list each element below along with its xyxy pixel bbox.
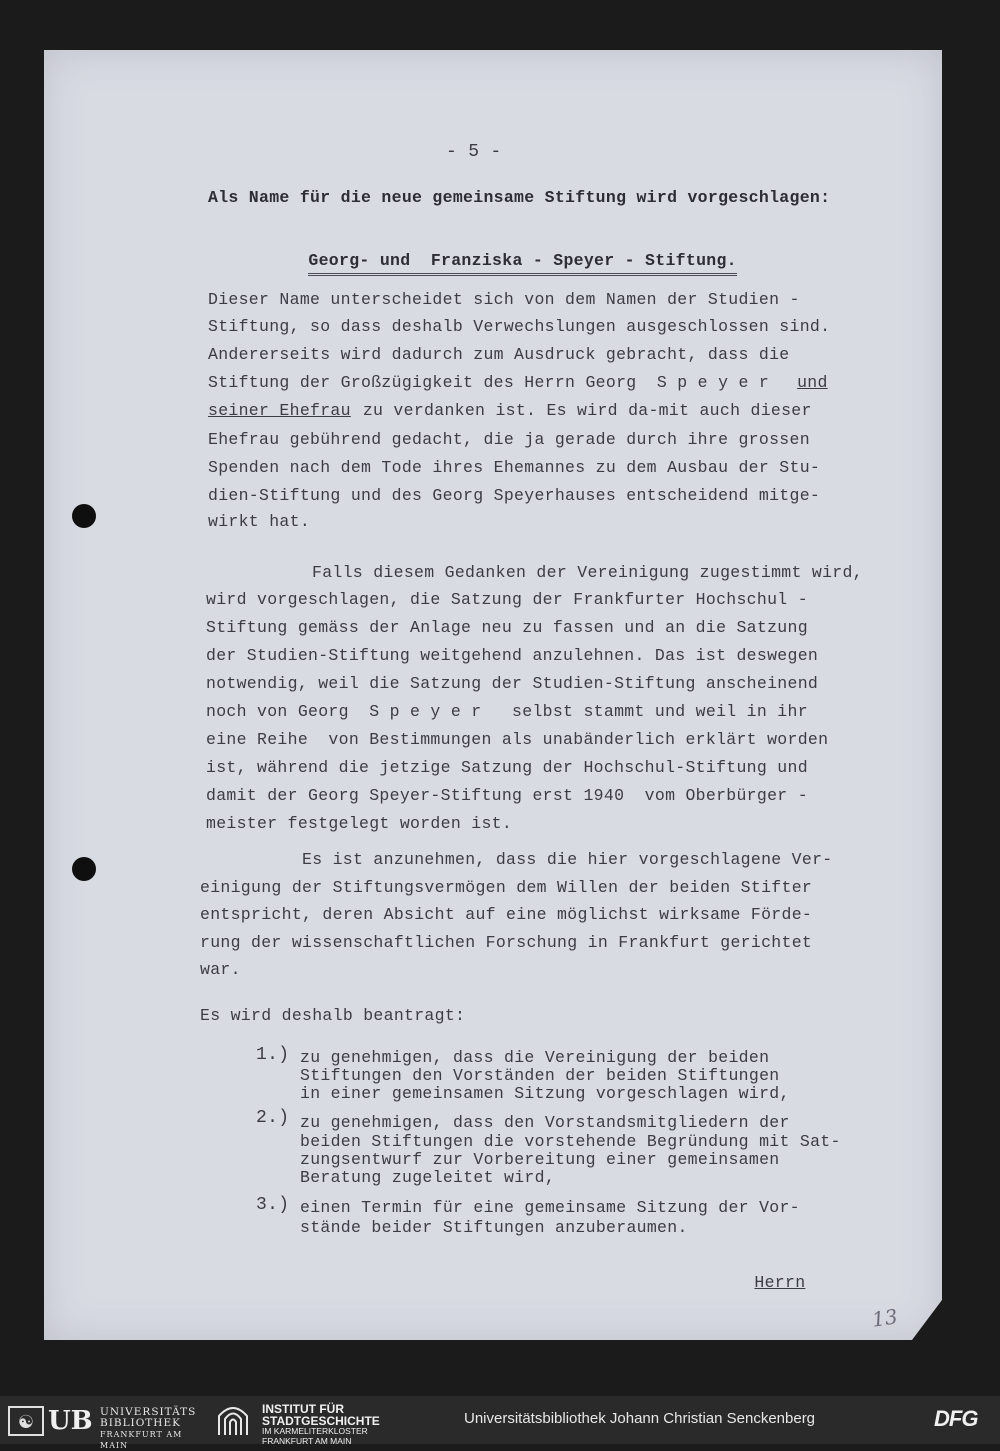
arch-icon: [216, 1404, 250, 1436]
motion-3-line-1: einen Termin für eine gemeinsame Sitzung der Vor-: [300, 1198, 800, 1217]
paragraph-2-line-9: damit der Georg Speyer-Stiftung erst 1940 vom Oberbürger -: [206, 786, 808, 805]
paragraph-3-line-3: entspricht, deren Absicht auf eine möglichst wirksame Förde-: [200, 905, 813, 924]
ub-name-line-1: UNIVERSITÄTS: [100, 1406, 197, 1418]
paper-corner: [912, 1300, 942, 1340]
paragraph-2-line-1: Falls diesem Gedanken der Vereinigung zugestimmt wird,: [312, 563, 863, 582]
paragraph-3-line-1: Es ist anzunehmen, dass die hier vorgeschlagene Ver-: [302, 850, 833, 869]
paragraph-2-line-5: notwendig, weil die Satzung der Studien-Stiftung anscheinend: [206, 674, 819, 693]
isg-name-line-3: IM KARMELITERKLOSTER: [262, 1426, 368, 1436]
motion-1-line-2: Stiftungen den Vorständen der beiden Stiftungen: [300, 1066, 780, 1085]
paragraph-1-line-5-text: zu verdanken ist. Es wird da-mit auch dieser: [362, 401, 812, 420]
underlined-seiner-ehefrau: seiner Ehefrau: [208, 401, 351, 420]
dfg-logo[interactable]: DFG: [934, 1406, 978, 1431]
handwritten-folio-number: 13: [870, 1304, 899, 1332]
footer-bar: [0, 1396, 1000, 1450]
catchword-text: Herrn: [754, 1272, 806, 1292]
paragraph-2-line-8: ist, während die jetzige Satzung der Hochschul-Stiftung und: [206, 758, 808, 777]
motion-2-line-2: beiden Stiftungen die vorstehende Begründung mit Sat-: [300, 1132, 841, 1151]
paragraph-1-line-4: [208, 375, 828, 392]
paragraph-2-line-2: wird vorgeschlagen, die Satzung der Frankfurter Hochschul -: [206, 590, 808, 609]
proposal-intro: Als Name für die neue gemeinsame Stiftung wird vorgeschlagen:: [208, 188, 831, 207]
punch-hole-top: [72, 504, 96, 528]
paragraph-3-line-5: war.: [200, 960, 241, 979]
punch-hole-bottom: [72, 857, 96, 881]
paragraph-1-line-7: Spenden nach dem Tode ihres Ehemannes zu dem Ausbau der Stu-: [208, 458, 821, 477]
motion-3-line-2: stände beider Stiftungen anzuberaumen.: [300, 1218, 688, 1237]
isg-name-line-2: STADTGESCHICHTE: [262, 1414, 380, 1428]
ub-abbreviation: UB: [48, 1406, 93, 1436]
isg-name: [262, 1403, 380, 1446]
motion-2-line-4: Beratung zugeleitet wird,: [300, 1168, 556, 1187]
paragraph-1-line-9: wirkt hat.: [208, 512, 311, 531]
motion-1-number: 1.): [256, 1045, 290, 1065]
page-number: - 5 -: [446, 142, 502, 162]
motion-2-line-1: zu genehmigen, dass den Vorstandsmitgliedern der: [300, 1113, 790, 1132]
paragraph-1-line-2: Stiftung, so dass deshalb Verwechslungen ausgeschlossen sind.: [208, 317, 831, 336]
ub-name-line-2: BIBLIOTHEK: [100, 1417, 181, 1429]
paragraph-2-line-6: noch von Georg S p e y e r selbst stammt und weil in ihr: [206, 702, 808, 721]
paragraph-1-line-1: Dieser Name unterscheidet sich von dem Namen der Studien -: [208, 290, 800, 309]
paragraph-1-line-5: [208, 403, 812, 420]
underlined-und: und: [797, 373, 828, 392]
paragraph-1-line-8: dien-Stiftung und des Georg Speyerhauses entscheidend mitge-: [208, 486, 821, 505]
paragraph-3-line-2: einigung der Stiftungsvermögen dem Willen der beiden Stifter: [200, 878, 813, 897]
paragraph-2-line-3: Stiftung gemäss der Anlage neu zu fassen und an die Satzung: [206, 618, 808, 637]
catchword: [734, 1258, 805, 1291]
motion-intro: Es wird deshalb beantragt:: [200, 1006, 466, 1025]
paragraph-3-line-4: rung der wissenschaftlichen Forschung in Frankfurt gerichtet: [200, 933, 813, 952]
isg-name-line-4: FRANKFURT AM MAIN: [262, 1435, 352, 1446]
ub-name: [100, 1407, 198, 1451]
foundation-name-text: Georg- und Franziska - Speyer - Stiftung.: [308, 251, 736, 276]
motion-3-number: 3.): [256, 1195, 290, 1215]
paragraph-1-line-4-text: Stiftung der Großzügigkeit des Herrn Georg S p e y e r: [208, 373, 770, 392]
paragraph-1-line-3: Andererseits wird dadurch zum Ausdruck gebracht, dass die: [208, 345, 790, 364]
paragraph-2-line-4: der Studien-Stiftung weitgehend anzulehnen. Das ist deswegen: [206, 646, 819, 665]
paragraph-1-line-6: Ehefrau gebührend gedacht, die ja gerade durch ihre grossen: [208, 430, 810, 449]
motion-1-line-1: zu genehmigen, dass die Vereinigung der beiden: [300, 1048, 770, 1067]
foundation-name: [288, 236, 737, 269]
ub-seal-icon: ☯: [8, 1406, 44, 1436]
paragraph-2-line-10: meister festgelegt worden ist.: [206, 814, 513, 833]
ub-logo[interactable]: [8, 1404, 198, 1450]
ub-name-line-3: FRANKFURT AM MAIN: [100, 1430, 183, 1450]
motion-2-number: 2.): [256, 1108, 290, 1128]
motion-1-line-3: in einer gemeinsamen Sitzung vorgeschlagen wird,: [300, 1084, 790, 1103]
isg-logo[interactable]: [216, 1402, 416, 1446]
paragraph-2-line-7: eine Reihe von Bestimmungen als unabänderlich erklärt worden: [206, 730, 829, 749]
motion-2-line-3: zungsentwurf zur Vorbereitung einer gemeinsamen: [300, 1150, 780, 1169]
isg-name-line-1: INSTITUT FÜR: [262, 1402, 344, 1416]
library-caption: Universitätsbibliothek Johann Christian Senckenberg: [464, 1410, 816, 1427]
